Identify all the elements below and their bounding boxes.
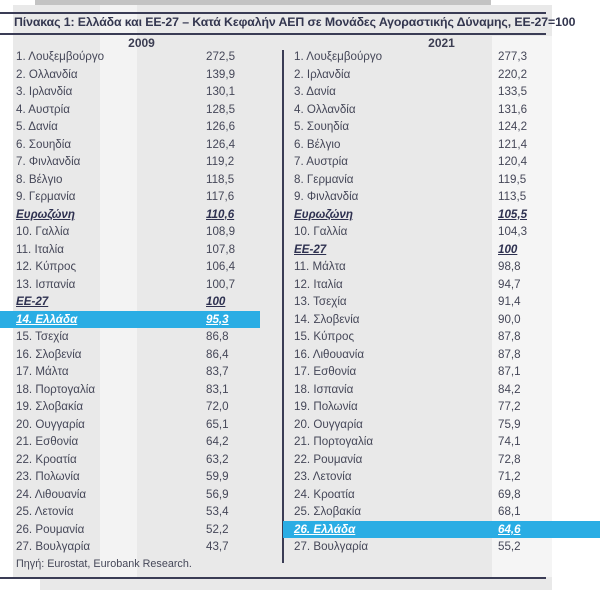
table-row xyxy=(283,503,600,521)
index-value: 105,5 xyxy=(498,207,528,221)
country-label: Ευρωζώνη xyxy=(16,207,75,221)
index-value: 128,5 xyxy=(206,102,236,116)
country-label: 1. Λουξεμβούργο xyxy=(294,50,383,63)
table-row xyxy=(0,66,283,84)
column-header-2021: 2021 xyxy=(428,36,455,50)
table-row xyxy=(283,328,600,346)
index-value: 220,2 xyxy=(498,67,528,81)
index-value: 83,1 xyxy=(206,382,229,396)
table-row xyxy=(0,398,283,416)
table-row xyxy=(0,521,283,539)
country-label: 20. Ουγγαρία xyxy=(16,417,85,431)
country-label: 18. Ισπανία xyxy=(294,382,354,396)
index-value: 55,2 xyxy=(498,540,521,553)
index-value: 86,8 xyxy=(206,330,229,343)
table-row xyxy=(283,136,600,154)
table-row xyxy=(0,241,283,259)
table-row xyxy=(0,381,283,399)
index-value: 139,9 xyxy=(206,67,236,81)
index-value: 100,7 xyxy=(206,277,236,291)
table-row xyxy=(0,433,283,451)
table-row xyxy=(283,381,600,399)
table-row xyxy=(283,293,600,311)
country-label: ΕΕ-27 xyxy=(294,242,327,256)
index-value: 74,1 xyxy=(498,435,521,448)
country-label: Ευρωζώνη xyxy=(294,207,353,221)
index-value: 64,2 xyxy=(206,435,229,448)
index-value: 126,6 xyxy=(206,120,236,133)
index-value: 107,8 xyxy=(206,242,236,256)
country-label: 6. Σουηδία xyxy=(16,137,72,151)
table-row-greece-highlighted xyxy=(283,521,600,539)
country-label: 4. Αυστρία xyxy=(16,102,70,116)
table-row xyxy=(0,83,283,101)
country-label: 6. Βέλγιο xyxy=(294,137,341,151)
index-value: 68,1 xyxy=(498,505,521,518)
country-label: 3. Ιρλανδία xyxy=(16,85,73,98)
table-row xyxy=(0,258,283,276)
table-row xyxy=(0,363,283,381)
table-row xyxy=(0,101,283,119)
index-value: 121,4 xyxy=(498,137,528,151)
table-row xyxy=(283,416,600,434)
country-label: 14. Ελλάδα xyxy=(16,312,78,326)
table-row xyxy=(283,433,600,451)
table-row xyxy=(0,416,283,434)
index-value: 126,4 xyxy=(206,137,236,151)
country-label: 4. Ολλανδία xyxy=(294,102,356,116)
table-row xyxy=(0,136,283,154)
table-row xyxy=(283,486,600,504)
country-label: 11. Μάλτα xyxy=(294,260,346,273)
country-label: 2. Ολλανδία xyxy=(16,67,78,81)
country-label: 27. Βουλγαρία xyxy=(16,540,91,553)
table-row xyxy=(283,153,600,171)
country-label: 22. Κροατία xyxy=(16,452,77,466)
country-label: 25. Σλοβακία xyxy=(294,505,362,518)
table-row xyxy=(0,451,283,469)
table-row xyxy=(0,276,283,294)
index-value: 69,8 xyxy=(498,487,521,501)
country-label: 26. Ελλάδα xyxy=(294,522,356,536)
country-label: 25. Λετονία xyxy=(16,505,74,518)
index-value: 277,3 xyxy=(498,50,528,63)
index-value: 113,5 xyxy=(498,190,527,203)
table-row xyxy=(283,66,600,84)
country-label: 19. Πολωνία xyxy=(294,400,358,413)
index-value: 124,2 xyxy=(498,120,528,133)
index-value: 77,2 xyxy=(498,400,521,413)
country-label: 24. Κροατία xyxy=(294,487,355,501)
index-value: 117,6 xyxy=(206,190,235,203)
index-value: 108,9 xyxy=(206,225,236,238)
table-row xyxy=(283,451,600,469)
country-label: 11. Ιταλία xyxy=(16,242,64,256)
index-value: 94,7 xyxy=(498,277,521,291)
ranking-column-2009 xyxy=(0,48,283,556)
country-label: 16. Λιθουανία xyxy=(294,347,365,361)
country-label: 2. Ιρλανδία xyxy=(294,67,351,81)
country-label: 15. Κύπρος xyxy=(294,330,355,343)
title-bottom-rule xyxy=(0,33,546,35)
country-label: 18. Πορτογαλία xyxy=(16,382,96,396)
table-row xyxy=(283,258,600,276)
country-label: 21. Πορτογαλία xyxy=(294,435,374,448)
index-value: 87,1 xyxy=(498,365,521,378)
table-row xyxy=(0,468,283,486)
source-note: Πηγή: Eurostat, Eurobank Research. xyxy=(16,558,192,570)
table-row xyxy=(0,153,283,171)
country-label: 21. Εσθονία xyxy=(16,435,79,448)
country-label: 8. Βέλγιο xyxy=(16,172,63,186)
index-value: 133,5 xyxy=(498,85,528,98)
table-row xyxy=(0,223,283,241)
index-value: 63,2 xyxy=(206,452,229,466)
index-value: 119,5 xyxy=(498,172,527,186)
index-value: 91,4 xyxy=(498,295,521,308)
country-label: 13. Ισπανία xyxy=(16,277,76,291)
column-header-2009: 2009 xyxy=(128,36,155,50)
index-value: 86,4 xyxy=(206,347,229,361)
country-label: 10. Γαλλία xyxy=(294,225,348,238)
table-row-aggregate xyxy=(283,241,600,259)
index-value: 118,5 xyxy=(206,172,235,186)
table-row xyxy=(283,398,600,416)
country-label: 20. Ουγγαρία xyxy=(294,417,363,431)
index-value: 120,4 xyxy=(498,155,528,168)
table-row-aggregate xyxy=(283,206,600,224)
table-row xyxy=(283,468,600,486)
country-label: 27. Βουλγαρία xyxy=(294,540,369,553)
country-label: 5. Σουηδία xyxy=(294,120,350,133)
table-row xyxy=(0,328,283,346)
country-label: 24. Λιθουανία xyxy=(16,487,87,501)
table-top-rule xyxy=(0,12,546,14)
index-value: 64,6 xyxy=(498,522,521,536)
country-label: 9. Φινλανδία xyxy=(294,190,359,203)
index-value: 87,8 xyxy=(498,347,521,361)
table-row xyxy=(283,83,600,101)
index-value: 65,1 xyxy=(206,417,229,431)
index-value: 98,8 xyxy=(498,260,521,273)
country-label: 23. Πολωνία xyxy=(16,470,80,483)
country-label: 10. Γαλλία xyxy=(16,225,70,238)
index-value: 130,1 xyxy=(206,85,236,98)
table-bottom-rule xyxy=(0,577,546,579)
table-row xyxy=(0,171,283,189)
index-value: 72,0 xyxy=(206,400,229,413)
index-value: 100 xyxy=(206,295,226,308)
table-row xyxy=(283,223,600,241)
country-label: 9. Γερμανία xyxy=(16,190,76,203)
country-label: 22. Ρουμανία xyxy=(294,452,363,466)
index-value: 83,7 xyxy=(206,365,229,378)
index-value: 87,8 xyxy=(498,330,521,343)
country-label: 13. Τσεχία xyxy=(294,295,347,308)
index-value: 43,7 xyxy=(206,540,229,553)
table-row xyxy=(283,363,600,381)
table-row xyxy=(0,346,283,364)
index-value: 71,2 xyxy=(498,470,521,483)
index-value: 272,5 xyxy=(206,50,236,63)
index-value: 84,2 xyxy=(498,382,521,396)
country-label: 14. Σλοβενία xyxy=(294,312,360,326)
table-row xyxy=(0,503,283,521)
index-value: 131,6 xyxy=(498,102,528,116)
index-value: 110,6 xyxy=(206,207,235,221)
index-value: 59,9 xyxy=(206,470,229,483)
index-value: 56,9 xyxy=(206,487,229,501)
ranking-column-2021 xyxy=(283,48,600,556)
table-row xyxy=(0,118,283,136)
country-label: 8. Γερμανία xyxy=(294,172,354,186)
index-value: 72,8 xyxy=(498,452,521,466)
table-row xyxy=(0,538,283,556)
country-label: 23. Λετονία xyxy=(294,470,352,483)
country-label: 3. Δανία xyxy=(294,85,336,98)
index-value: 104,3 xyxy=(498,225,528,238)
country-label: 5. Δανία xyxy=(16,120,58,133)
index-value: 52,2 xyxy=(206,522,229,536)
table-row xyxy=(283,171,600,189)
index-value: 106,4 xyxy=(206,260,236,273)
table-title: Πίνακας 1: Ελλάδα και ΕΕ-27 – Κατά Κεφαλήν ΑΕΠ σε Μονάδες Αγοραστικής Δύναμης, ΕΕ-27=100 xyxy=(14,15,576,29)
index-value: 95,3 xyxy=(206,312,229,326)
country-label: ΕΕ-27 xyxy=(16,295,49,308)
table-row xyxy=(283,346,600,364)
country-label: 19. Σλοβακία xyxy=(16,400,84,413)
country-label: 12. Ιταλία xyxy=(294,277,343,291)
country-label: 26. Ρουμανία xyxy=(16,522,85,536)
country-label: 15. Τσεχία xyxy=(16,330,69,343)
country-label: 17. Μάλτα xyxy=(16,365,69,378)
table-row xyxy=(283,101,600,119)
table-row-greece-highlighted xyxy=(0,311,283,329)
country-label: 12. Κύπρος xyxy=(16,260,77,273)
table-row xyxy=(0,486,283,504)
table-row xyxy=(283,188,600,206)
country-label: 17. Εσθονία xyxy=(294,365,357,378)
scan-dark-strip-top xyxy=(35,0,491,5)
index-value: 90,0 xyxy=(498,312,521,326)
table-row xyxy=(283,276,600,294)
table-row xyxy=(0,188,283,206)
table-row-aggregate xyxy=(0,206,283,224)
country-label: 7. Αυστρία xyxy=(294,155,348,168)
index-value: 100 xyxy=(498,242,518,256)
index-value: 119,2 xyxy=(206,155,235,168)
table-row xyxy=(283,48,600,66)
table-row xyxy=(283,311,600,329)
country-label: 7. Φινλανδία xyxy=(16,155,81,168)
table-row xyxy=(0,48,283,66)
index-value: 75,9 xyxy=(498,417,521,431)
index-value: 53,4 xyxy=(206,505,229,518)
country-label: 16. Σλοβενία xyxy=(16,347,82,361)
table-row xyxy=(283,118,600,136)
country-label: 1. Λουξεμβούργο xyxy=(16,50,105,63)
table-row-aggregate xyxy=(0,293,283,311)
table-row xyxy=(283,538,600,556)
